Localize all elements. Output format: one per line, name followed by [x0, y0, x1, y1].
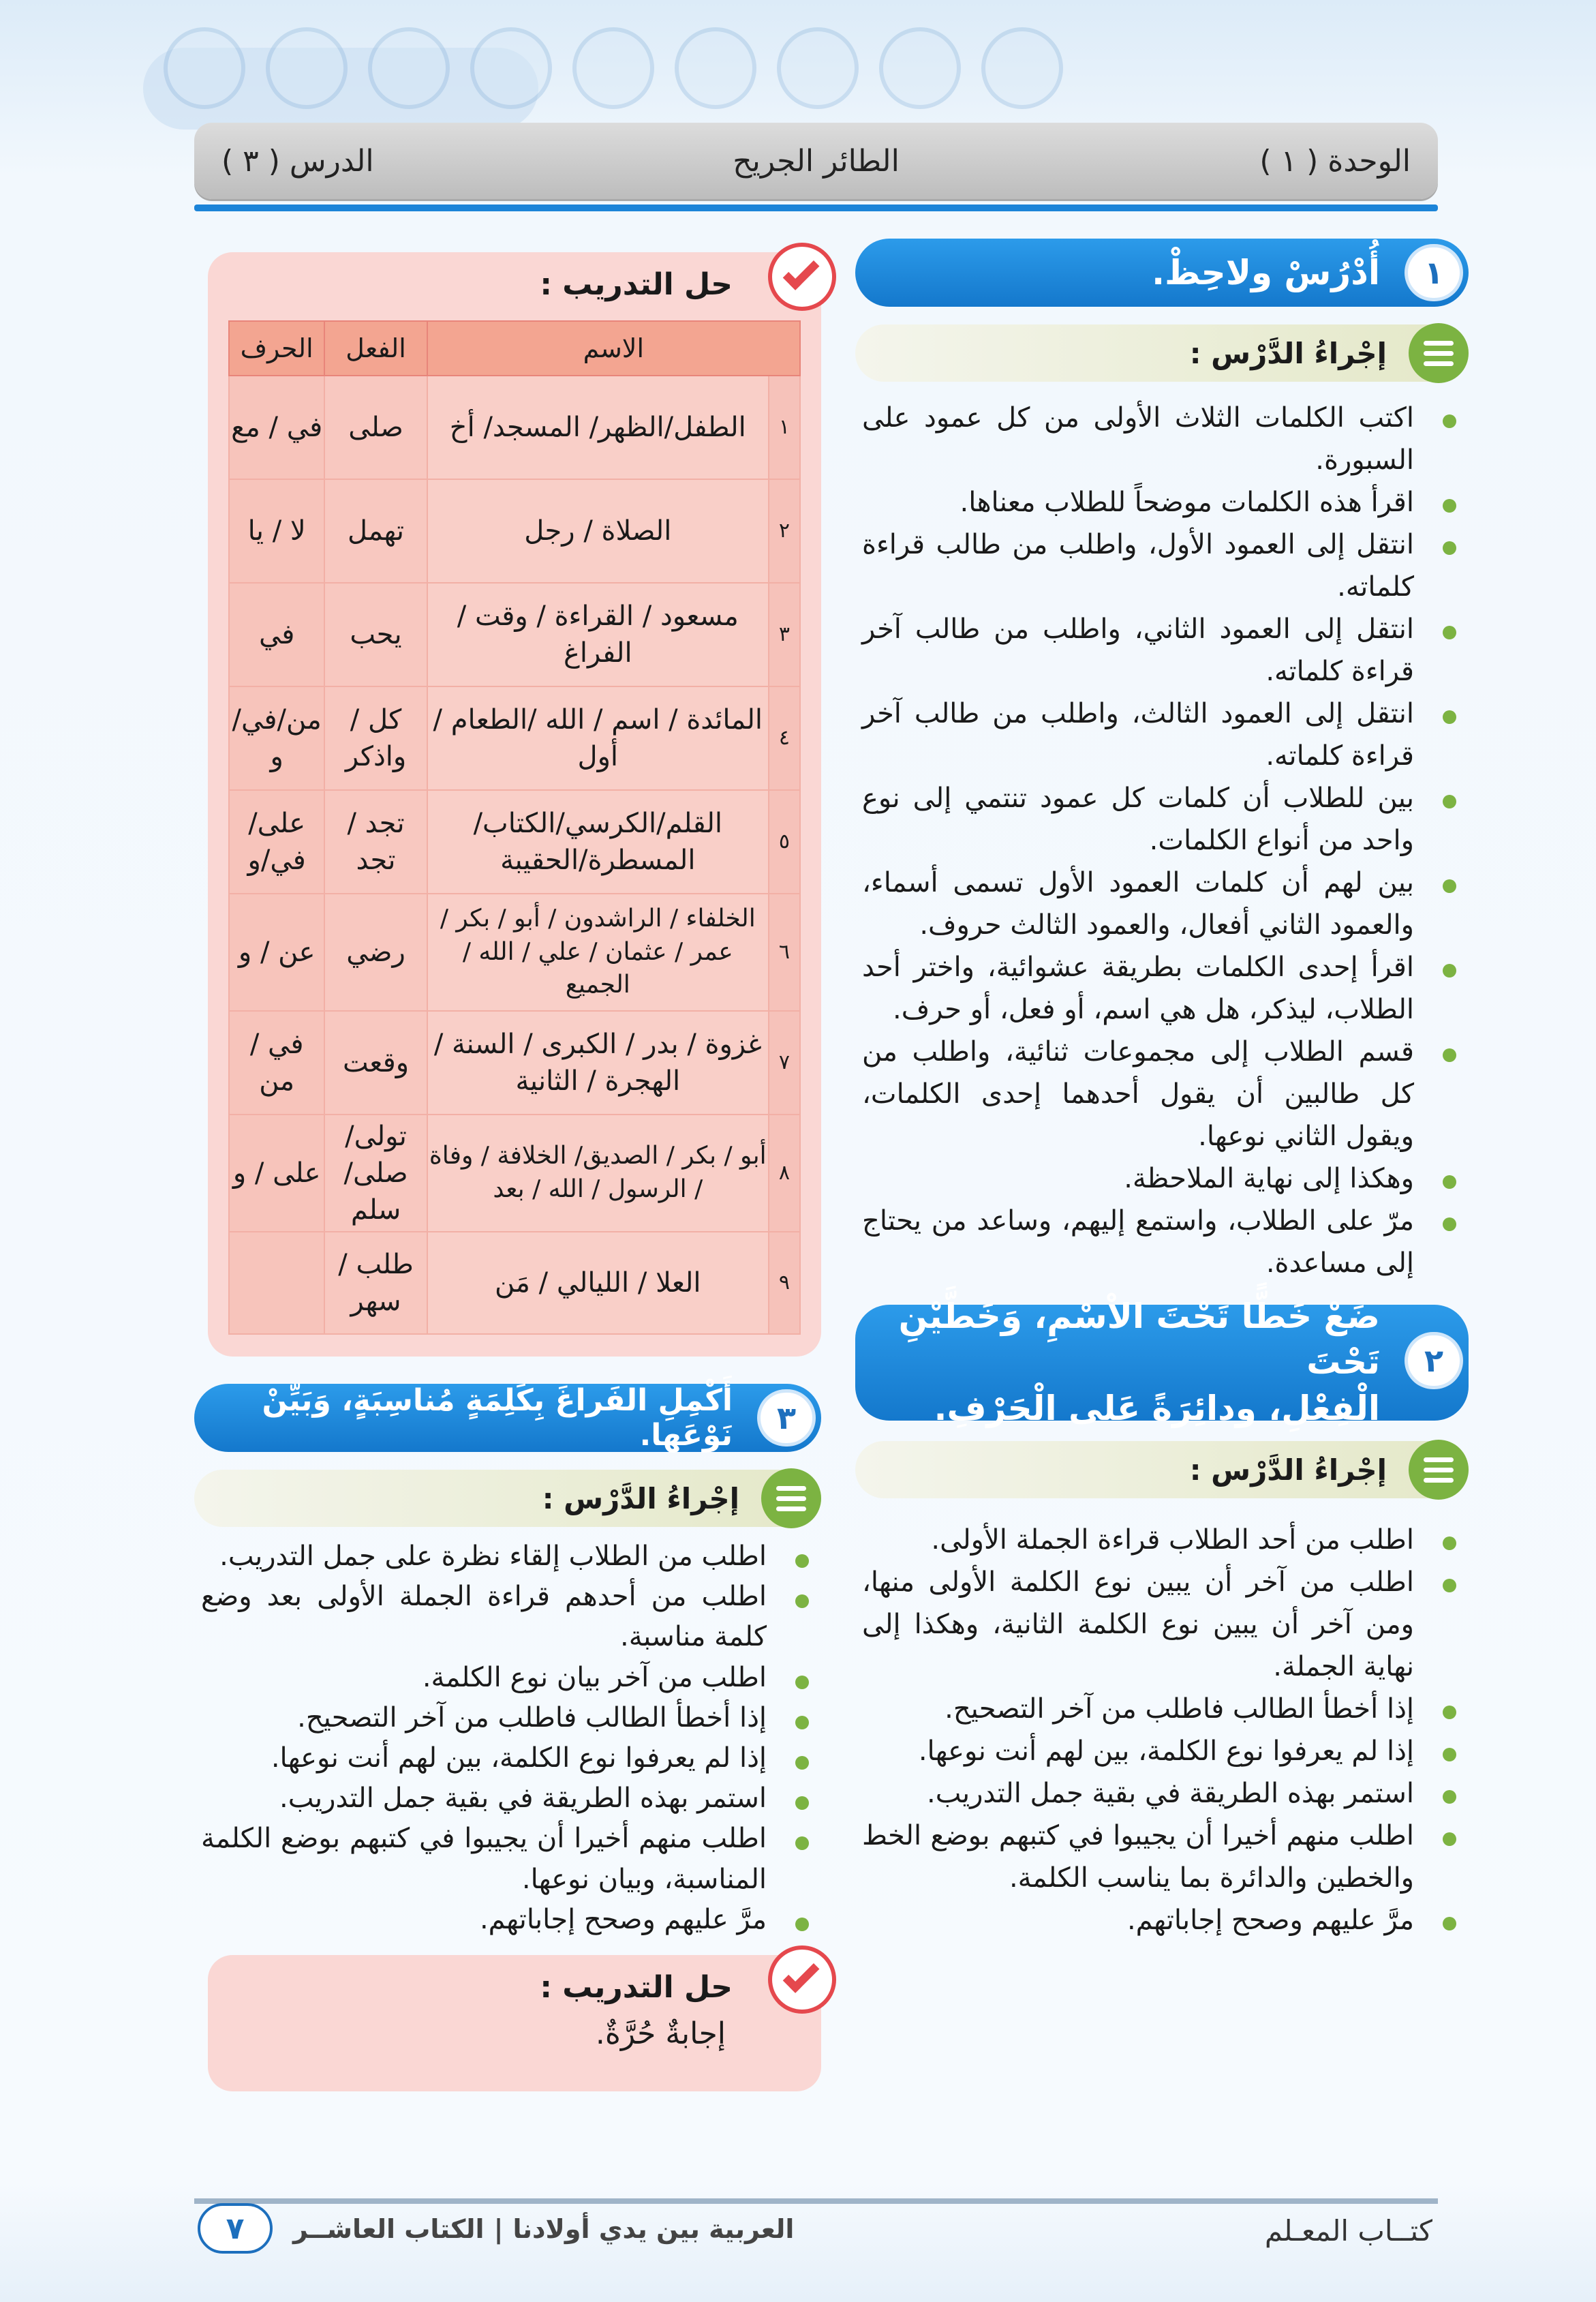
section-3-number: ٣ — [757, 1389, 816, 1447]
section-3-heading — [194, 1384, 821, 1452]
list-item: مرّ على الطلاب، واستمع إليهم، وساعد من يحتاج إلى مساعدة. — [855, 1200, 1469, 1284]
row-number: ٩ — [769, 1232, 800, 1334]
cell-verb: كل / واذكر — [324, 686, 427, 790]
table-header-row — [229, 321, 800, 376]
row-number: ١ — [769, 376, 800, 479]
cell-verb: يحب — [324, 583, 427, 686]
list-item: مرَّ عليهم وصحح إجاباتهم. — [194, 1900, 821, 1940]
procedure-label: إجْراءُ الدَّرْس : — [1189, 336, 1387, 370]
left-column — [194, 252, 821, 2091]
section-3-title: أَكْمِلِ الفَراغَ بِكَلِمَةٍ مُناسِبَةٍ، وَبَيِّنْ نَوْعَها. — [262, 1383, 733, 1453]
list-item: إذا لم يعرفوا نوع الكلمة، بين لهم أنت نوعها. — [194, 1738, 821, 1778]
row-number: ٧ — [769, 1011, 800, 1115]
list-item: انتقل إلى العمود الأول، واطلب من طالب قراءة كلماته. — [855, 524, 1469, 608]
row-number: ٦ — [769, 894, 800, 1011]
header-divider — [194, 205, 1438, 211]
section-3-procedure-bar — [194, 1470, 821, 1527]
section-1-title: أُدْرُسْ ولاحِظْ. — [1152, 253, 1380, 292]
section-2-title-line2: الْفِعْلِ، ودائِرَةً عَلى الْحَرْفِ. — [934, 1388, 1380, 1428]
list-item: اطلب من آخر بيان نوع الكلمة. — [194, 1658, 821, 1698]
cell-noun: الطفل/الظهر/ المسجد/ أخ — [427, 376, 769, 479]
table-row — [229, 790, 800, 894]
list-icon — [1409, 1440, 1469, 1500]
cell-particle: على / و — [229, 1115, 324, 1232]
cell-verb: تولى/ صلى/ سلم — [324, 1115, 427, 1232]
list-item: قسم الطلاب إلى مجموعات ثنائية، واطلب من كل طالبين أن يقول أحدهما إحدى الكلمات، ويقول الثاني نوعها. — [855, 1031, 1469, 1157]
list-item: اطلب منهم أخيرا أن يجيبوا في كتبهم بوضع الكلمة المناسبة، وبيان نوعها. — [194, 1819, 821, 1899]
list-item: اقرأ هذه الكلمات موضحاً للطلاب معناها. — [855, 481, 1469, 524]
cell-particle: على/في/و — [229, 790, 324, 894]
unit-label: الوحدة ( ١ ) — [1259, 143, 1411, 179]
row-number: ٨ — [769, 1115, 800, 1232]
column-header-verb: الفعل — [324, 321, 427, 376]
section-1-steps — [855, 397, 1469, 1284]
cell-noun: الخلفاء / الراشدون / أبو / بكر / عمر / عثمان / علي / الله / الجميع — [427, 894, 769, 1011]
list-item: مرَّ عليهم وصحح إجاباتهم. — [855, 1899, 1469, 1941]
list-item: اطلب من الطلاب إلقاء نظرة على جمل التدريب. — [194, 1536, 821, 1577]
list-item: وهكذا إلى نهاية الملاحظة. — [855, 1157, 1469, 1200]
list-item: اطلب من أحد الطلاب قراءة الجملة الأولى. — [855, 1519, 1469, 1561]
row-number: ٣ — [769, 583, 800, 686]
table-row — [229, 479, 800, 583]
list-item: اكتب الكلمات الثلاث الأولى من كل عمود على السبورة. — [855, 397, 1469, 481]
list-item: استمر بهذه الطريقة في بقية جمل التدريب. — [194, 1778, 821, 1819]
page-header — [194, 123, 1438, 199]
cell-noun: أبو / بكر / الصديق/ الخلافة / وفاة / الرسول / الله / بعد — [427, 1115, 769, 1232]
decorative-numbers-strip — [164, 27, 1445, 109]
list-item: استمر بهذه الطريقة في بقية جمل التدريب. — [855, 1772, 1469, 1815]
table-row — [229, 686, 800, 790]
cell-particle: في — [229, 583, 324, 686]
cell-noun: مسعود / القراءة / وقت / الفراغ — [427, 583, 769, 686]
list-icon — [1409, 323, 1469, 383]
cell-verb: رضي — [324, 894, 427, 1011]
solution-box-1 — [208, 252, 821, 1357]
section-3-steps — [194, 1536, 821, 1940]
row-number: ٤ — [769, 686, 800, 790]
table-row — [229, 1115, 800, 1232]
footer-separator: | — [493, 2214, 504, 2244]
cell-verb: صلى — [324, 376, 427, 479]
table-row — [229, 1232, 800, 1334]
right-column — [855, 239, 1469, 1941]
row-number: ٢ — [769, 479, 800, 583]
list-item: إذا أخطأ الطالب فاطلب من آخر التصحيح. — [855, 1688, 1469, 1730]
cell-noun: غزوة / بدر / الكبرى / السنة / الهجرة / الثانية — [427, 1011, 769, 1115]
list-item: اطلب من آخر أن يبين نوع الكلمة الأولى منها، ومن آخر أن يبين نوع الكلمة الثانية، وهكذا إلى نهاية الجملة. — [855, 1561, 1469, 1688]
cell-particle: في / من — [229, 1011, 324, 1115]
column-header-particle: الحرف — [229, 321, 324, 376]
footer-teacher-book: كتــاب المعـلم — [1264, 2214, 1432, 2247]
list-item: بين لهم أن كلمات العمود الأول تسمى أسماء، والعمود الثاني أفعال، والعمود الثالث حروف. — [855, 862, 1469, 946]
cell-verb: وقعت — [324, 1011, 427, 1115]
list-item: اقرأ إحدى الكلمات بطريقة عشوائية، واختر أحد الطلاب، ليذكر، هل هي اسم، أو فعل، أو حرف. — [855, 946, 1469, 1031]
cell-verb: تجد / تجد — [324, 790, 427, 894]
list-item: إذا أخطأ الطالب فاطلب من آخر التصحيح. — [194, 1698, 821, 1738]
section-1-heading — [855, 239, 1469, 307]
cell-particle — [229, 1232, 324, 1334]
column-header-noun: الاسم — [427, 321, 800, 376]
section-1-number: ١ — [1405, 244, 1463, 301]
section-2-number: ٢ — [1405, 1332, 1463, 1389]
table-row — [229, 376, 800, 479]
procedure-label: إجْراءُ الدَّرْس : — [542, 1481, 739, 1515]
section-2-procedure-bar — [855, 1441, 1469, 1498]
section-2-heading — [855, 1296, 1469, 1428]
cell-noun: العلا / الليالي / مَن — [427, 1232, 769, 1334]
list-item: إذا لم يعرفوا نوع الكلمة، بين لهم أنت نوعها. — [855, 1730, 1469, 1772]
table-row — [229, 1011, 800, 1115]
section-2-title-line1: ضَعْ خَطًّا تَحْتَ الاْسْمِ، وَخَطَّيْنِ تَحْتَ — [898, 1296, 1380, 1382]
footer-divider — [194, 2198, 1438, 2204]
answer-table — [228, 320, 801, 1335]
list-item: بين للطلاب أن كلمات كل عمود تنتمي إلى نوع واحد من أنواع الكلمات. — [855, 777, 1469, 862]
list-item: انتقل إلى العمود الثاني، واطلب من طالب آخر قراءة كلماته. — [855, 608, 1469, 693]
solution-box-2 — [208, 1955, 821, 2091]
cell-noun: المائدة / اسم / الله /الطعام / أول — [427, 686, 769, 790]
footer-book-name: العربية بين يدي أولادنا — [512, 2214, 795, 2244]
cell-particle: من/في/و — [229, 686, 324, 790]
cell-particle: عن / و — [229, 894, 324, 1011]
list-icon — [761, 1468, 821, 1528]
cell-particle: في / مع — [229, 376, 324, 479]
solution-title: حل التدريب : — [540, 267, 733, 302]
row-number: ٥ — [769, 790, 800, 894]
cell-noun: القلم/الكرسي/الكتاب/ المسطرة/الحقيبة — [427, 790, 769, 894]
footer-book-title — [293, 2214, 794, 2244]
table-row — [229, 894, 800, 1011]
list-item: اطلب من أحدهم قراءة الجملة الأولى بعد وضع كلمة مناسبة. — [194, 1577, 821, 1657]
cell-noun: الصلاة / رجل — [427, 479, 769, 583]
section-1-procedure-bar — [855, 324, 1469, 382]
procedure-label: إجْراءُ الدَّرْس : — [1189, 1453, 1387, 1487]
solution-title: حل التدريب : — [540, 1969, 733, 2005]
section-2-steps — [855, 1519, 1469, 1941]
checkmark-icon — [768, 1945, 836, 2014]
list-item: انتقل إلى العمود الثالث، واطلب من طالب آخر قراءة كلماته. — [855, 693, 1469, 777]
cell-verb: طلب / سهر — [324, 1232, 427, 1334]
list-item: اطلب منهم أخيرا أن يجيبوا في كتبهم بوضع الخط والخطين والدائرة بما يناسب الكلمة. — [855, 1815, 1469, 1899]
lesson-title: الطائر الجريح — [733, 143, 900, 179]
table-row — [229, 583, 800, 686]
free-answer: إجابةٌ حُرَّةٌ. — [595, 2016, 726, 2051]
lesson-label: الدرس ( ٣ ) — [221, 143, 374, 179]
cell-verb: تهمل — [324, 479, 427, 583]
page-number: ٧ — [198, 2203, 273, 2254]
cell-particle: لا / يا — [229, 479, 324, 583]
checkmark-icon — [768, 243, 836, 311]
footer-book-volume: الكتاب العاشــر — [293, 2214, 485, 2244]
